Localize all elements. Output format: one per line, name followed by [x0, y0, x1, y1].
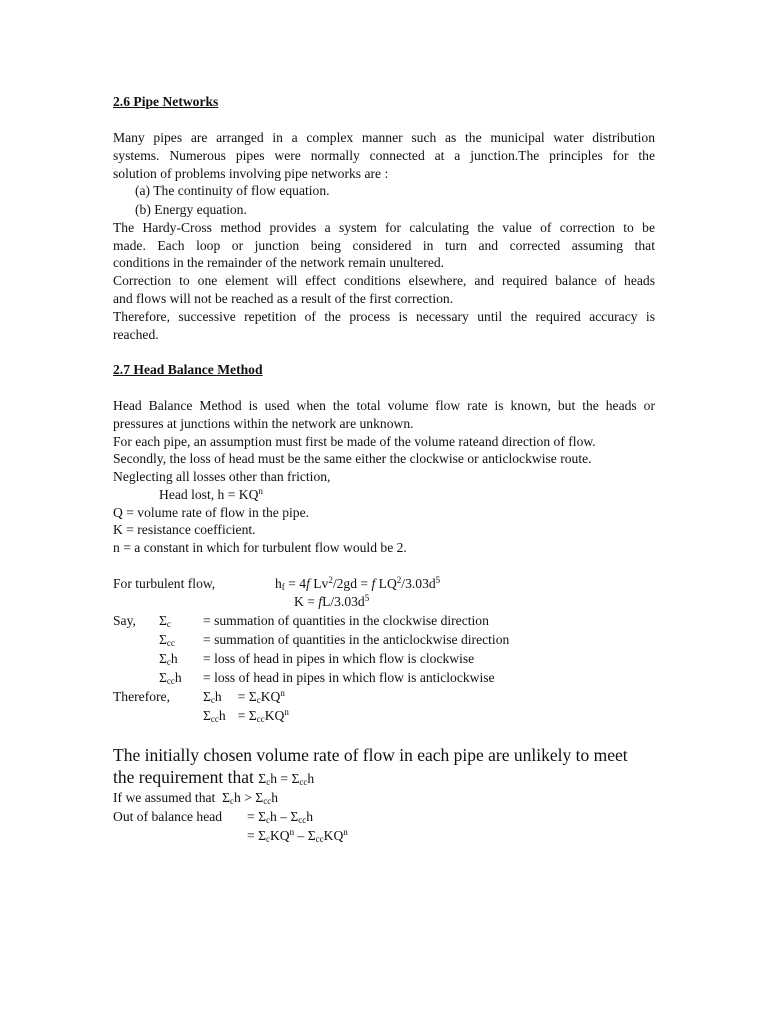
para-line: systems. Numerous pipes were normally connected at a junction.The principles for the	[113, 148, 655, 163]
para-line: For each pipe, an assumption must first be made of the volume rateand direction of flow.	[113, 434, 596, 449]
list-text: The continuity of flow equation.	[153, 183, 330, 198]
heading-2-6: 2.6 Pipe Networks	[113, 94, 219, 109]
sum-definition: = loss of head in pipes in which flow is anticlockwise	[203, 670, 495, 685]
large-statement-line: The initially chosen volume rate of flow in each pipe are unlikely to meet	[113, 745, 628, 765]
equation-clockwise: $\Sigma_ch = \Sigma_cKQ^n$	[203, 688, 285, 705]
turbulent-flow-label: For turbulent flow,	[113, 576, 216, 591]
para-line: Head Balance Method is used when the total volume flow rate is known, but the heads or	[113, 398, 655, 413]
sum-symbol-cch: $\Sigma_{cc}h$	[159, 670, 182, 686]
list-text: Energy equation.	[154, 202, 247, 217]
sum-definition: = loss of head in pipes in which flow is clockwise	[203, 651, 475, 666]
sum-symbol-cc: $\Sigma_{cc}$	[159, 632, 175, 648]
list-item-a	[135, 182, 330, 200]
say-label: Say,	[113, 613, 136, 628]
heading-2-7: 2.7 Head Balance Method	[113, 362, 263, 377]
para-line: Correction to one element will effect conditions elsewhere, and required balance of heads	[113, 273, 655, 288]
equation-anticlockwise: $\Sigma_{cc}h = \Sigma_{cc}KQ^n$	[203, 707, 289, 724]
sum-symbol-ch: $\Sigma_ch$	[159, 651, 178, 667]
head-lost-equation: Head lost, $h = KQ^n$	[159, 486, 263, 502]
para-line: solution of problems involving pipe networks are :	[113, 166, 389, 181]
para-line: The Hardy-Cross method provides a system for calculating the value of correction to be	[113, 220, 655, 235]
out-of-balance-equation: = $\Sigma_ch - \Sigma_{cc}h$	[247, 809, 314, 825]
para-line: pressures at junctions within the network are unknown.	[113, 416, 414, 431]
out-of-balance-equation: = $\Sigma_cKQ^n - \Sigma_{cc}KQ^n$	[247, 827, 348, 844]
assumption-line: If we assumed that $\Sigma_ch > \Sigma_{cc}h$	[113, 790, 279, 806]
para-line: and flows will not be reached as a result of the first correction.	[113, 291, 454, 306]
list-marker: (a)	[135, 183, 151, 198]
list-marker: (b)	[135, 202, 151, 217]
sum-definition: = summation of quantities in the anticlockwise direction	[203, 632, 510, 647]
k-equation: $K = fL/3.03d^5$	[294, 593, 370, 609]
para-line: Many pipes are arranged in a complex manner such as the municipal water distribution	[113, 130, 655, 145]
hf-equation: $h_f = 4f$ $Lv^2/2gd = f$ $LQ^2/3.03d^5$	[275, 575, 441, 592]
out-of-balance-label: Out of balance head	[113, 809, 223, 824]
large-statement-line: the requirement that $\Sigma_ch = \Sigma_{cc}h$	[113, 767, 315, 787]
list-item-b	[135, 201, 247, 219]
definition-k: K = resistance coefficient.	[113, 522, 256, 537]
para-line: made. Each loop or junction being considered in turn and corrected assuming that	[113, 238, 655, 253]
para-line: Therefore, successive repetition of the process is necessary until the required accuracy is	[113, 309, 655, 324]
para-line: conditions in the remainder of the network remain unultered.	[113, 255, 445, 270]
para-line: Neglecting all losses other than friction,	[113, 469, 331, 484]
therefore-label: Therefore,	[113, 689, 170, 704]
definition-n: n = a constant in which for turbulent flow would be 2.	[113, 540, 407, 555]
definition-q: Q = volume rate of flow in the pipe.	[113, 505, 310, 520]
para-line: reached.	[113, 327, 159, 342]
para-line: Secondly, the loss of head must be the same either the clockwise or anticlockwise route.	[113, 451, 592, 466]
sum-symbol-c: $\Sigma_c$	[159, 613, 171, 629]
sum-definition: = summation of quantities in the clockwise direction	[203, 613, 489, 628]
